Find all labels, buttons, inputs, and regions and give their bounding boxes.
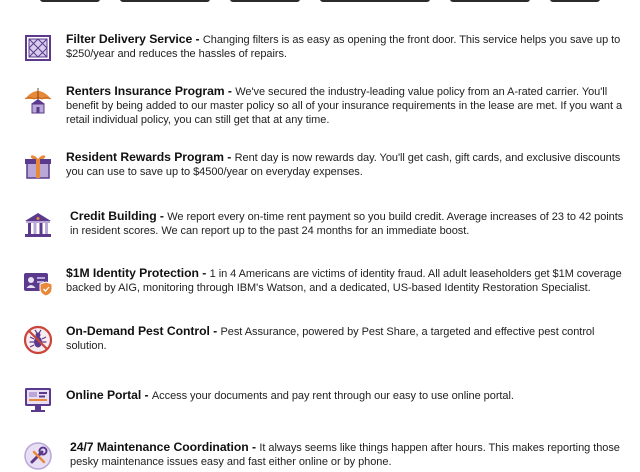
service-text	[66, 32, 626, 61]
service-description: 1 in 4 Americans are victims of identity fraud. All adult leaseholders get $1M coverage backed by AIG, monitoring through IBM's Watson, and a dedicated, US-based Identity Restoration Specialist.	[66, 268, 622, 294]
service-description: We report every on-time rent payment so you build credit. Average increases of 23 to 42 points in resident scores. We can report up to the past 24 months for an immediate boost.	[70, 211, 624, 237]
service-text	[66, 84, 626, 127]
service-title: Filter Delivery Service -	[66, 32, 203, 46]
service-title: 24/7 Maintenance Coordination -	[70, 440, 260, 454]
service-text	[66, 266, 626, 295]
umbrella-house-icon	[22, 84, 54, 116]
bank-building-icon	[22, 209, 54, 241]
service-title: Renters Insurance Program -	[66, 84, 236, 98]
service-description: Rent day is now rewards day. You'll get cash, gift cards, and exclusive discounts you can use to save up to $4500/year on everyday expenses.	[66, 152, 621, 178]
service-description: We've secured the industry-leading value policy from an A-rated carrier. You'll benefit by being added to our master policy so all of your insurance requirements in the lease are met. If you want a retail individual policy, you can still get that at any time.	[66, 86, 623, 126]
service-title: $1M Identity Protection -	[66, 266, 210, 280]
service-description: Access your documents and pay rent through our easy to use online portal.	[151, 390, 514, 402]
cropped-heading	[20, 0, 620, 4]
service-title: Resident Rewards Program -	[66, 150, 235, 164]
service-text	[66, 324, 626, 353]
id-card-shield-icon	[22, 266, 54, 298]
service-text	[70, 440, 630, 469]
service-description: It always seems like things happen after hours. This makes reporting those pesky maintenance issues easy and fast either online or by phone.	[70, 442, 620, 468]
service-text	[66, 150, 626, 179]
service-text	[70, 209, 630, 238]
no-bug-icon	[22, 324, 54, 356]
service-title: On-Demand Pest Control -	[66, 324, 221, 338]
gift-icon	[22, 150, 54, 182]
service-text	[66, 388, 626, 403]
computer-monitor-icon	[22, 383, 54, 415]
service-description: Pest Assurance, powered by Pest Share, a targeted and effective pest control solution.	[66, 326, 595, 352]
air-filter-icon	[22, 32, 54, 64]
service-description: Changing filters is as easy as opening the front door. This service helps you save up to $250/year and reduces the hassles of repairs.	[66, 34, 621, 60]
service-title: Online Portal -	[66, 388, 152, 402]
maintenance-tools-icon	[22, 440, 54, 472]
service-title: Credit Building -	[70, 209, 168, 223]
